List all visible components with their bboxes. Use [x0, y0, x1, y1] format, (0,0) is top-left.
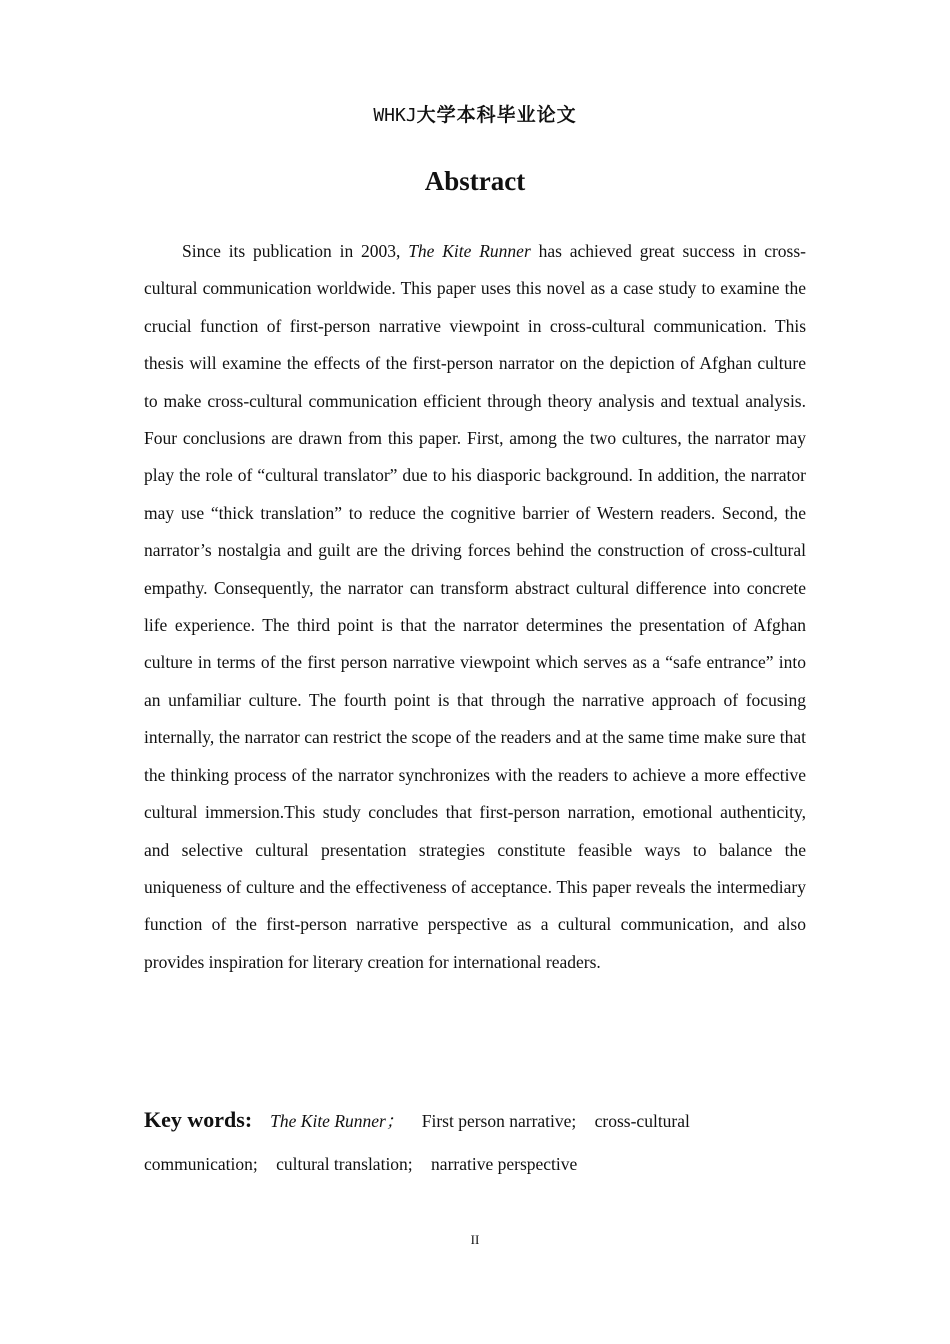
header-latin: WHKJ	[373, 105, 417, 126]
keywords-label: Key words:	[144, 1107, 253, 1132]
header-cjk: 大学本科毕业论文	[416, 104, 577, 126]
abstract-book-title: The Kite Runner	[408, 241, 531, 261]
keyword-item: cultural translation;	[276, 1154, 413, 1174]
page-number: II	[470, 1232, 480, 1247]
keyword-item: The Kite Runner；	[270, 1111, 404, 1131]
abstract-body: has achieved great success in cross-cultural communication worldwide. This paper uses this novel as a case study to examine the crucial function of first-person narrative viewpoint in cross-cultural communication. This thesis will examine the effects of the first-person narrator on the depiction of Afghan culture to make cross-cultural communication efficient through theory analysis and textual analysis. Four conclusions are drawn from this paper. First, among the two cultures, the narrator may play the role of “cultural translator” due to his diasporic background. In addition, the narrator may use “thick translation” to reduce the cognitive barrier of Western readers. Second, the narrator’s nostalgia and guilt are the driving forces behind the construction of cross-cultural empathy. Consequently, the narrator can transform abstract cultural difference into concrete life experience. The third point is that the narrator determines the presentation of Afghan culture in terms of the first person narrative viewpoint which serves as a “safe entrance” into an unfamiliar culture. The fourth point is that through the narrative approach of focusing internally, the narrator can restrict the scope of the readers and at the same time make sure that the thinking process of the narrator synchronizes with the readers to achieve a more effective cultural immersion.This study concludes that first-person narration, emotional authenticity, and selective cultural presentation strategies constitute feasible ways to balance the uniqueness of culture and the effectiveness of acceptance. This paper reveals the intermediary function of the first-person narrative perspective as a cultural communication, and also provides inspiration for literary creation for international readers.	[144, 241, 807, 972]
running-header	[0, 100, 950, 127]
page-title: Abstract	[424, 166, 526, 196]
abstract-paragraph	[144, 233, 806, 981]
keyword-item: narrative perspective	[431, 1154, 578, 1174]
keyword-item: cross-cultural communication;	[144, 1111, 690, 1174]
keyword-item: First person narrative;	[421, 1111, 577, 1131]
keywords-section	[144, 1098, 806, 1186]
abstract-intro: Since its publication in 2003,	[182, 241, 409, 261]
